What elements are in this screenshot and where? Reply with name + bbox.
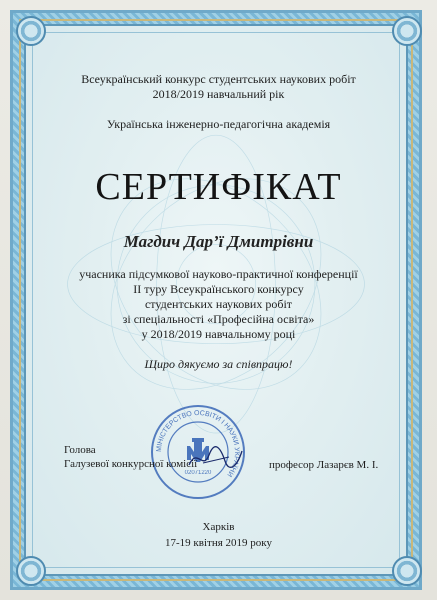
position-line: Галузевої конкурсної комісії <box>64 458 198 470</box>
signatory-position <box>64 443 197 471</box>
stamp-code: 02071220 <box>184 470 212 476</box>
description-line: у 2018/2019 навчальному році <box>141 327 296 341</box>
description-line: студентських наукових робіт <box>144 297 293 311</box>
stamp-ring-text: МІНІСТЕРСТВО ОСВІТИ І НАУКИ УКРАЇНИ <box>155 409 241 478</box>
description-line: учасника підсумкової науково-практичної конференції <box>79 267 358 281</box>
contest-name: Всеукраїнський конкурс студентських наукових робіт <box>81 72 356 86</box>
academic-year: 2018/2019 навчальний рік <box>152 87 285 101</box>
recipient-name: Магдич Дар’ї Дмитрівни <box>123 232 314 251</box>
corner-ornament <box>392 16 422 46</box>
corner-ornament <box>392 556 422 586</box>
academy-name: Українська інженерно-педагогічна академія <box>106 117 331 131</box>
certificate-title: СЕРТИФІКАТ <box>95 166 342 208</box>
event-date: 17-19 квітня 2019 року <box>165 537 272 549</box>
description-line: ІІ туру Всеукраїнського конкурсу <box>133 282 304 296</box>
description-line: зі спеціальності «Професійна освіта» <box>122 312 315 326</box>
city: Харків <box>202 521 235 533</box>
corner-ornament <box>16 556 46 586</box>
thanks-message: Щиро дякуємо за співпрацю! <box>144 357 293 371</box>
signatory-name: професор Лазарєв М. І. <box>269 459 379 471</box>
corner-ornament <box>16 16 46 46</box>
handwritten-signature <box>185 443 245 473</box>
position-line: Голова <box>64 444 96 456</box>
